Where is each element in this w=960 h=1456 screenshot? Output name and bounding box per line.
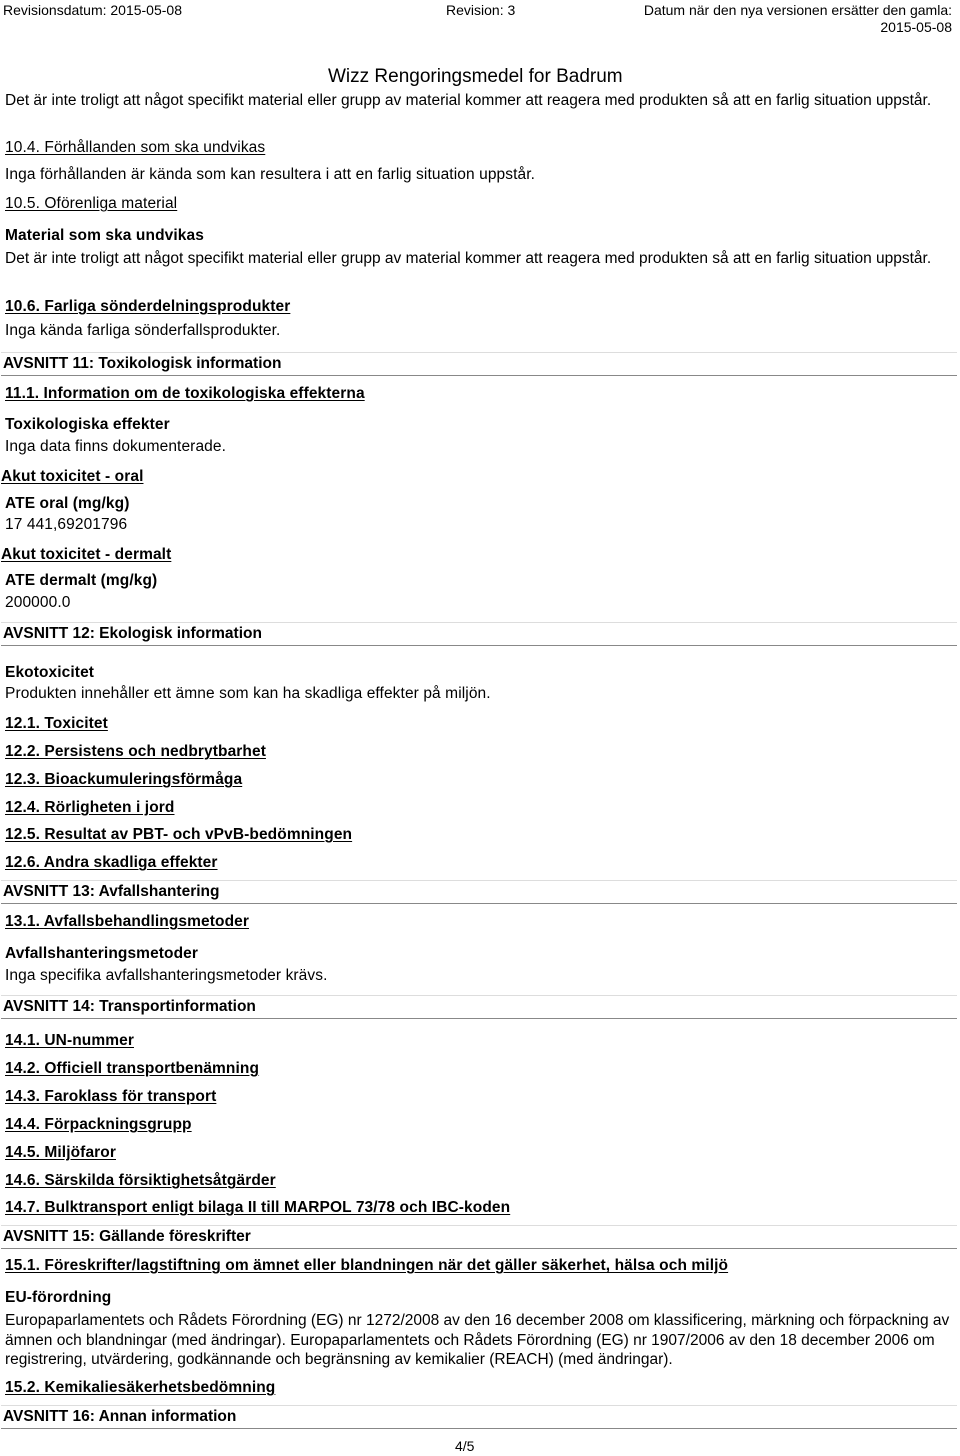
s12-5-heading: 12.5. Resultat av PBT- och vPvB-bedömningen: [5, 826, 353, 843]
section-12-title: AVSNITT 12: Ekologisk information: [3, 625, 262, 642]
s14-5-heading: 14.5. Miljöfaror: [5, 1144, 116, 1161]
section-16-title: AVSNITT 16: Annan information: [3, 1408, 237, 1425]
ate-dermal-label: ATE dermalt (mg/kg): [5, 572, 158, 589]
section-15-title: AVSNITT 15: Gällande föreskrifter: [3, 1228, 251, 1245]
section-15-header: [1, 1225, 957, 1249]
product-title: Wizz Rengoringsmedel for Badrum: [328, 66, 623, 87]
section-11-title: AVSNITT 11: Toxikologisk information: [3, 355, 282, 372]
s14-7-heading: 14.7. Bulktransport enligt bilaga II till MARPOL 73/78 och IBC-koden: [5, 1199, 511, 1216]
s10-6-text: Inga kända farliga sönderfallsprodukter.: [5, 322, 281, 339]
s14-4-heading: 14.4. Förpackningsgrupp: [5, 1116, 192, 1133]
s10-5-text: Det är inte troligt att något specifikt material eller grupp av material kommer att reagera med produkten så att en farlig situation uppstår.: [5, 250, 932, 267]
section-14-title: AVSNITT 14: Transportinformation: [3, 998, 256, 1015]
revision-date: Revisionsdatum: 2015-05-08: [3, 2, 182, 18]
replaces-date: 2015-05-08: [880, 19, 952, 35]
s10-4-text: Inga förhållanden är kända som kan resultera i att en farlig situation uppstår.: [5, 166, 536, 183]
s10-6-heading: 10.6. Farliga sönderdelningsprodukter: [5, 298, 291, 315]
revision-number: Revision: 3: [446, 2, 516, 18]
s14-1-heading: 14.1. UN-nummer: [5, 1032, 134, 1049]
s14-6-heading: 14.6. Särskilda försiktighetsåtgärder: [5, 1172, 276, 1189]
replaces-label: Datum när den nya versionen ersätter den gamla:: [643, 2, 952, 18]
s14-2-heading: 14.2. Officiell transportbenämning: [5, 1060, 260, 1077]
s13-subheading: Avfallshanteringsmetoder: [5, 945, 199, 962]
s10-5-heading: 10.5. Oförenliga material: [5, 195, 178, 212]
s12-6-heading: 12.6. Andra skadliga effekter: [5, 854, 218, 871]
s10-5-subheading: Material som ska undvikas: [5, 227, 204, 244]
ate-dermal-value: 200000.0: [5, 594, 71, 611]
ate-oral-label: ATE oral (mg/kg): [5, 495, 130, 512]
s10-intro-text: Det är inte troligt att något specifikt material eller grupp av material kommer att reagera med produkten så att en farlig situation uppstår.: [5, 92, 932, 109]
s12-2-heading: 12.2. Persistens och nedbrytbarhet: [5, 743, 266, 760]
s14-3-heading: 14.3. Faroklass för transport: [5, 1088, 217, 1105]
section-12-header: [1, 622, 957, 646]
section-16-header: [1, 1405, 957, 1429]
s12-3-heading: 12.3. Bioackumuleringsförmåga: [5, 771, 243, 788]
s12-text: Produkten innehåller ett ämne som kan ha skadliga effekter på miljön.: [5, 685, 491, 702]
s13-1-heading: 13.1. Avfallsbehandlingsmetoder: [5, 913, 249, 930]
section-14-header: [1, 995, 957, 1019]
s15-subheading: EU-förordning: [5, 1289, 112, 1306]
s15-2-heading: 15.2. Kemikaliesäkerhetsbedömning: [5, 1379, 276, 1396]
acute-oral-heading: Akut toxicitet - oral: [1, 468, 144, 485]
s12-4-heading: 12.4. Rörligheten i jord: [5, 799, 175, 816]
section-13-title: AVSNITT 13: Avfallshantering: [3, 883, 220, 900]
section-13-header: [1, 880, 957, 904]
s11-subheading: Toxikologiska effekter: [5, 416, 170, 433]
s10-4-heading: 10.4. Förhållanden som ska undvikas: [5, 139, 266, 156]
section-11-header: [1, 352, 957, 376]
s15-text: Europaparlamentets och Rådets Förordning (EG) nr 1272/2008 av den 16 december 2008 om klassificering, märkning och förpackning av ämnen och blandningar (med ändringar). Europaparlamentets och Rådets Förordning (EG) nr 1907/2006 av den 18 december 2006 om registrering, utvärdering, godkännande och begränsning av kemikalier (REACH) (med ändringar).: [5, 1312, 950, 1368]
s13-text: Inga specifika avfallshanteringsmetoder krävs.: [5, 967, 328, 984]
s11-text: Inga data finns dokumenterade.: [5, 438, 227, 455]
s15-1-heading: 15.1. Föreskrifter/lagstiftning om ämnet eller blandningen när det gäller säkerhet, hälsa och miljö: [5, 1257, 729, 1274]
page-number: 4/5: [455, 1438, 475, 1454]
acute-dermal-heading: Akut toxicitet - dermalt: [1, 546, 172, 563]
ate-oral-value: 17 441,69201796: [5, 516, 128, 533]
s12-subheading: Ekotoxicitet: [5, 664, 95, 681]
s12-1-heading: 12.1. Toxicitet: [5, 715, 108, 732]
s11-1-heading: 11.1. Information om de toxikologiska effekterna: [5, 385, 365, 402]
